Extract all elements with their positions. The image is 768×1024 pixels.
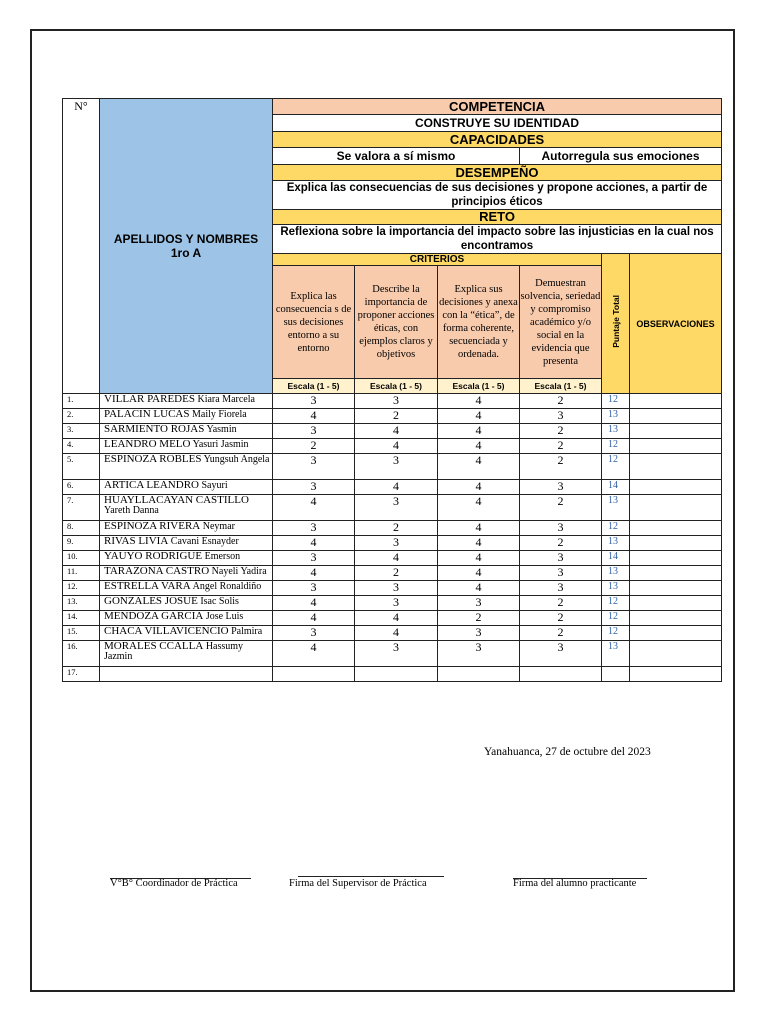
total-score: 13 — [602, 566, 630, 581]
student-name — [100, 480, 273, 495]
student-name — [100, 667, 273, 682]
student-first-name: Sayuri — [201, 480, 228, 491]
student-first-name: Hassumy Jazmin — [104, 641, 244, 662]
student-first-name: Jose Luis — [205, 611, 244, 622]
criterion-score-4: 2 — [520, 454, 602, 480]
criterion-score-1: 4 — [273, 536, 355, 551]
criterion-score-4: 3 — [520, 480, 602, 495]
student-signature-label: Firma del alumno practicante — [513, 878, 637, 889]
criterion-score-1: 4 — [273, 409, 355, 424]
row-number: 7. — [63, 495, 100, 521]
table-row — [63, 439, 722, 454]
total-score — [602, 667, 630, 682]
student-name — [100, 596, 273, 611]
criterion-score-4: 2 — [520, 394, 602, 409]
student-name — [100, 536, 273, 551]
competencia-label: COMPETENCIA — [273, 99, 722, 115]
student-last-name: MENDOZA GARCIA — [104, 610, 204, 622]
criterion-score-2: 3 — [355, 641, 438, 667]
student-last-name: ESPINOZA RIVERA — [104, 520, 201, 532]
criterion-score-3: 4 — [438, 480, 520, 495]
student-last-name: CHACA VILLAVICENCIO — [104, 625, 229, 637]
criterion-1: Explica las consecuencia s de sus decisiones entorno a su entorno — [273, 266, 355, 379]
criterion-score-3: 3 — [438, 641, 520, 667]
row-number: 13. — [63, 596, 100, 611]
student-first-name: Yareth Danna — [104, 505, 159, 516]
student-first-name: Maily Fiorela — [191, 409, 247, 420]
criterion-score-2: 4 — [355, 424, 438, 439]
criterion-score-4 — [520, 667, 602, 682]
criterion-score-1: 3 — [273, 581, 355, 596]
total-score: 12 — [602, 454, 630, 480]
observation-cell — [630, 551, 722, 566]
criterion-score-3: 4 — [438, 495, 520, 521]
table-row — [63, 521, 722, 536]
criterion-score-2: 4 — [355, 551, 438, 566]
desempeno-label: DESEMPEÑO — [273, 165, 722, 181]
student-first-name: Yasmin — [206, 424, 237, 435]
student-last-name: SARMIENTO ROJAS — [104, 423, 205, 435]
row-number: 1. — [63, 394, 100, 409]
observation-cell — [630, 439, 722, 454]
date-line: Yanahuanca, 27 de octubre del 2023 — [484, 746, 651, 758]
criterion-score-3: 4 — [438, 566, 520, 581]
observation-cell — [630, 626, 722, 641]
criterion-score-3: 4 — [438, 536, 520, 551]
criterion-score-3: 4 — [438, 521, 520, 536]
student-last-name: PALACIN LUCAS — [104, 408, 190, 420]
row-number: 3. — [63, 424, 100, 439]
table-row — [63, 495, 722, 521]
total-score: 12 — [602, 611, 630, 626]
observation-cell — [630, 454, 722, 480]
student-last-name: ARTICA LEANDRO — [104, 479, 199, 491]
observation-cell — [630, 409, 722, 424]
row-number: 2. — [63, 409, 100, 424]
coordinator-signature-label: V°B° Coordinador de Práctica — [110, 878, 238, 889]
student-last-name: HUAYLLACAYAN CASTILLO — [104, 494, 249, 506]
criterion-score-3: 4 — [438, 454, 520, 480]
row-number: 8. — [63, 521, 100, 536]
total-score: 14 — [602, 480, 630, 495]
criterion-score-1: 4 — [273, 596, 355, 611]
total-score: 13 — [602, 424, 630, 439]
desempeno-value: Explica las consecuencias de sus decisiones y propone acciones, a partir de principios éticos — [273, 181, 722, 210]
criterion-score-1: 4 — [273, 611, 355, 626]
observation-cell — [630, 596, 722, 611]
names-header — [100, 99, 273, 394]
criterion-score-4: 2 — [520, 626, 602, 641]
criterion-score-1: 3 — [273, 480, 355, 495]
student-name — [100, 611, 273, 626]
student-last-name: YAUYO RODRIGUE — [104, 550, 203, 562]
row-number: 16. — [63, 641, 100, 667]
criterion-score-3: 2 — [438, 611, 520, 626]
student-first-name: Yasuri Jasmin — [192, 439, 249, 450]
criterion-score-1: 2 — [273, 439, 355, 454]
criterion-score-3: 4 — [438, 439, 520, 454]
student-first-name: Neymar — [202, 521, 235, 532]
table-row — [63, 454, 722, 480]
criterion-score-1: 3 — [273, 521, 355, 536]
row-number: 11. — [63, 566, 100, 581]
criterion-score-4: 3 — [520, 566, 602, 581]
criterion-score-1: 4 — [273, 641, 355, 667]
total-score: 13 — [602, 495, 630, 521]
observation-cell — [630, 611, 722, 626]
total-score: 12 — [602, 394, 630, 409]
criterion-score-2: 4 — [355, 626, 438, 641]
student-name — [100, 439, 273, 454]
student-name — [100, 581, 273, 596]
scale-label-3: Escala (1 - 5) — [438, 379, 520, 394]
criterion-score-1: 4 — [273, 566, 355, 581]
scale-label-2: Escala (1 - 5) — [355, 379, 438, 394]
names-header-label: APELLIDOS Y NOMBRES — [113, 232, 259, 246]
criterion-score-2: 3 — [355, 454, 438, 480]
criterion-score-4: 2 — [520, 424, 602, 439]
student-name — [100, 409, 273, 424]
observation-cell — [630, 667, 722, 682]
criterion-score-1: 3 — [273, 454, 355, 480]
student-last-name: RIVAS LIVIA — [104, 535, 169, 547]
criterion-score-2: 4 — [355, 439, 438, 454]
evaluation-table — [62, 98, 722, 682]
observation-cell — [630, 536, 722, 551]
criterion-score-4: 2 — [520, 495, 602, 521]
scale-label-4: Escala (1 - 5) — [520, 379, 602, 394]
criterion-score-4: 3 — [520, 581, 602, 596]
criterion-score-1: 4 — [273, 495, 355, 521]
student-name — [100, 424, 273, 439]
row-number: 15. — [63, 626, 100, 641]
criterion-score-3: 3 — [438, 596, 520, 611]
row-number: 14. — [63, 611, 100, 626]
criterion-score-2: 3 — [355, 581, 438, 596]
student-last-name: GONZALES JOSUE — [104, 595, 198, 607]
observation-cell — [630, 521, 722, 536]
table-row — [63, 480, 722, 495]
criterion-score-2: 3 — [355, 596, 438, 611]
criterion-score-4: 3 — [520, 409, 602, 424]
criterion-score-1: 3 — [273, 626, 355, 641]
criterion-score-1 — [273, 667, 355, 682]
total-score: 13 — [602, 409, 630, 424]
competencia-value: CONSTRUYE SU IDENTIDAD — [273, 115, 722, 132]
criterion-score-3: 3 — [438, 626, 520, 641]
criterion-score-3: 4 — [438, 394, 520, 409]
row-number: 4. — [63, 439, 100, 454]
criterion-score-4: 3 — [520, 551, 602, 566]
student-name — [100, 551, 273, 566]
criterion-score-4: 2 — [520, 536, 602, 551]
observation-cell — [630, 480, 722, 495]
student-name — [100, 495, 273, 521]
total-header — [602, 254, 630, 394]
student-name — [100, 454, 273, 480]
scale-label-1: Escala (1 - 5) — [273, 379, 355, 394]
student-first-name: Cavani Esnayder — [170, 536, 239, 547]
table-row — [63, 581, 722, 596]
table-row — [63, 566, 722, 581]
capacidad-1: Se valora a sí mismo — [273, 148, 520, 165]
criterion-score-1: 3 — [273, 424, 355, 439]
table-row — [63, 641, 722, 667]
table-row — [63, 409, 722, 424]
total-score: 12 — [602, 596, 630, 611]
criterion-score-2 — [355, 667, 438, 682]
criterion-score-2: 4 — [355, 611, 438, 626]
student-last-name: MORALES CCALLA — [104, 640, 204, 652]
criterion-score-4: 3 — [520, 641, 602, 667]
capacidades-label: CAPACIDADES — [273, 132, 722, 148]
criterion-3: Explica sus decisiones y anexa con la “ética”, de forma coherente, secuenciada y ordenada. — [438, 266, 520, 379]
criterion-score-1: 3 — [273, 551, 355, 566]
row-number: 9. — [63, 536, 100, 551]
criterion-score-2: 2 — [355, 566, 438, 581]
table-row — [63, 424, 722, 439]
total-score: 12 — [602, 521, 630, 536]
supervisor-signature-label: Firma del Supervisor de Práctica — [289, 878, 427, 889]
capacidad-2: Autorregula sus emociones — [520, 148, 722, 165]
student-name — [100, 626, 273, 641]
table-row — [63, 667, 722, 682]
student-first-name: Kiara Marcela — [197, 394, 255, 405]
reto-label: RETO — [273, 210, 722, 225]
total-score: 14 — [602, 551, 630, 566]
criterion-score-3: 4 — [438, 551, 520, 566]
criterion-score-2: 3 — [355, 394, 438, 409]
criterion-4: Demuestran solvencia, seriedad y compromiso académico y/o social en la evidencia que presenta — [520, 266, 602, 379]
observation-cell — [630, 641, 722, 667]
reto-value: Reflexiona sobre la importancia del impacto sobre las injusticias en la cual nos encontramos — [273, 225, 722, 254]
table-row — [63, 394, 722, 409]
table-row — [63, 596, 722, 611]
student-first-name: Yungsuh Angela — [203, 454, 270, 465]
student-last-name: ESPINOZA ROBLES — [104, 453, 202, 465]
criterion-score-3 — [438, 667, 520, 682]
observation-cell — [630, 495, 722, 521]
total-score: 13 — [602, 641, 630, 667]
table-row — [63, 551, 722, 566]
number-header: N° — [63, 99, 100, 394]
observation-cell — [630, 424, 722, 439]
criterion-score-4: 2 — [520, 439, 602, 454]
criterion-score-4: 2 — [520, 596, 602, 611]
section-label: 1ro A — [170, 246, 202, 260]
student-name — [100, 641, 273, 667]
student-first-name: Isac Solis — [200, 596, 239, 607]
student-name — [100, 521, 273, 536]
criterion-score-4: 2 — [520, 611, 602, 626]
criterion-score-2: 2 — [355, 521, 438, 536]
total-score: 13 — [602, 581, 630, 596]
criterion-score-4: 3 — [520, 521, 602, 536]
supervisor-signature-line — [298, 876, 444, 877]
student-last-name: LEANDRO MELO — [104, 438, 191, 450]
table-row — [63, 626, 722, 641]
student-last-name: VILLAR PAREDES — [104, 393, 195, 405]
student-first-name: Palmira — [231, 626, 263, 637]
criterion-score-2: 3 — [355, 495, 438, 521]
observation-cell — [630, 394, 722, 409]
criterion-score-1: 3 — [273, 394, 355, 409]
criterion-score-2: 4 — [355, 480, 438, 495]
student-last-name: ESTRELLA VARA — [104, 580, 191, 592]
criterion-score-2: 3 — [355, 536, 438, 551]
total-score: 13 — [602, 536, 630, 551]
student-first-name: Emerson — [204, 551, 241, 562]
total-score: 12 — [602, 626, 630, 641]
row-number: 6. — [63, 480, 100, 495]
student-first-name: Angel Ronaldiño — [192, 581, 262, 592]
row-number: 5. — [63, 454, 100, 480]
student-last-name: TARAZONA CASTRO — [104, 565, 210, 577]
row-number: 12. — [63, 581, 100, 596]
criterion-2: Describe la importancia de proponer acciones éticas, con ejemplos claros y objetivos — [355, 266, 438, 379]
criterion-score-3: 4 — [438, 424, 520, 439]
row-number: 10. — [63, 551, 100, 566]
total-score: 12 — [602, 439, 630, 454]
row-number: 17. — [63, 667, 100, 682]
criterion-score-2: 2 — [355, 409, 438, 424]
total-header-label: Puntaje Total — [610, 294, 621, 348]
student-name — [100, 394, 273, 409]
criterion-score-3: 4 — [438, 581, 520, 596]
observaciones-header: OBSERVACIONES — [630, 254, 722, 394]
criterion-score-3: 4 — [438, 409, 520, 424]
observation-cell — [630, 581, 722, 596]
student-name — [100, 566, 273, 581]
observation-cell — [630, 566, 722, 581]
student-first-name: Nayeli Yadira — [211, 566, 267, 577]
table-row — [63, 611, 722, 626]
criterios-label: CRITERIOS — [273, 254, 602, 266]
table-row — [63, 536, 722, 551]
